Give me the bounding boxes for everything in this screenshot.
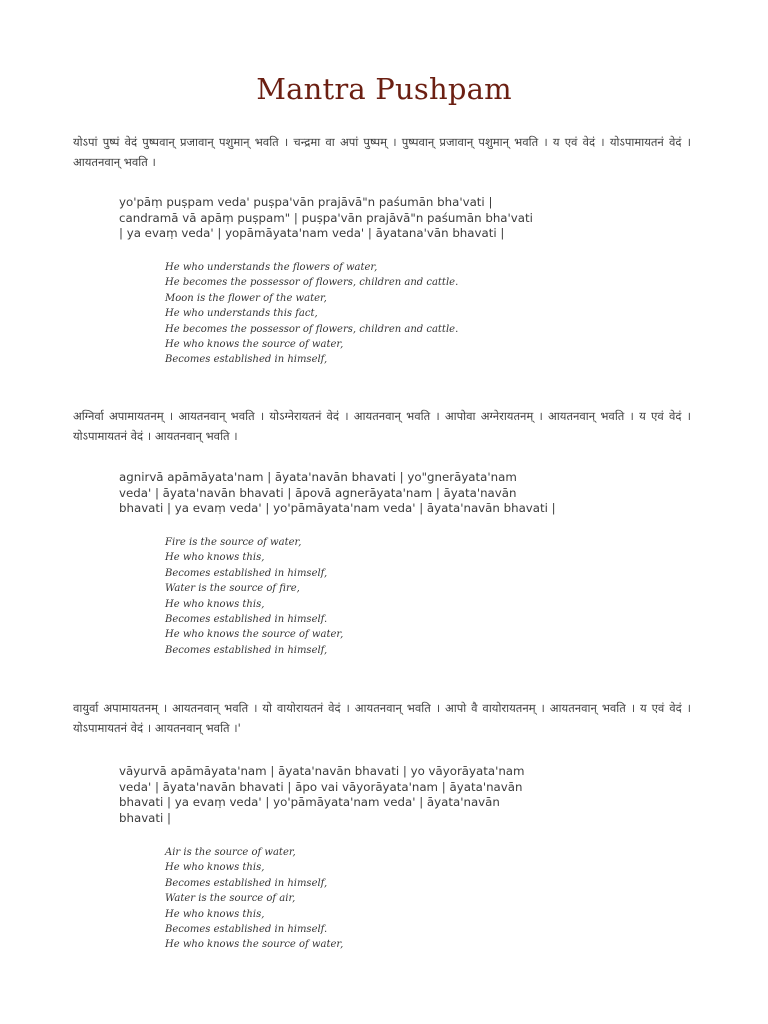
translation-line: Becomes established in himself, [165, 644, 328, 656]
translation-line: He who knows the source of water, [165, 629, 344, 641]
translation-1 [165, 260, 525, 368]
translation-line: He becomes the possessor of flowers, children and cattle. [165, 323, 459, 335]
sanskrit-verse-3: वायुर्वा अपामायतनम् । आयतनवान् भवति । यो वायोरायतनं वेदं । आयतनवान् भवति । आपो वै वायोरायतनम् । आयतनवान् भवति । य एवं वेदं । योऽपामायतनं वेदं । आयतनवान् भवति ।' [73, 701, 691, 735]
translation-line: He who knows this, [165, 598, 265, 610]
translation-line: Moon is the flower of the water, [165, 292, 327, 304]
translation-line: Becomes established in himself. [165, 924, 328, 936]
translation-line: Becomes established in himself, [165, 354, 328, 366]
translation-line: He who understands this fact, [165, 308, 318, 320]
sanskrit-verse-2: अग्निर्वा अपामायतनम् । आयतनवान् भवति । योऽग्नेरायतनं वेदं । आयतनवान् भवति । आपोवा अग्नेरायतनम् । आयतनवान् भवति । य एवं वेदं । योऽपामायतनं वेदं । आयतनवान् भवति । [73, 409, 691, 443]
page-title: Mantra Pushpam [256, 72, 512, 106]
translation-line: He who knows this, [165, 862, 265, 874]
transliteration-2: agnirvā apāmāyata'nam | āyata'navān bhavati | yo"gnerāyata'nam veda' | āyata'navān bhavati | āpovā agnerāyata'nam | āyata'navān bhavati | ya evaṃ veda' | yo'pāmāyata'nam veda' | āyata'navān bhavati | [119, 470, 556, 515]
translation-line: Becomes established in himself, [165, 567, 328, 579]
translation-line: Fire is the source of water, [165, 537, 302, 548]
translation-2 [165, 535, 525, 658]
transliteration-1: yo'pāṃ puṣpam veda' puṣpa'vān prajāvā"n paśumān bha'vati | candramā vā apāṃ puṣpam" | puṣpa'vān prajāvā"n paśumān bha'vati | ya evaṃ veda' | yopāmāyata'nam veda' | āyatana'vān bhavati | [119, 195, 533, 240]
translation-line: He who knows this, [165, 908, 265, 920]
sanskrit-verse-1: योऽपां पुष्पं वेदं पुष्पवान् प्रजावान् पशुमान् भवति । चन्द्रमा वा अपां पुष्पम् । पुष्पवान् प्रजावान् पशुमान् भवति । य एवं वेदं । योऽपामायतनं वेदं । आयतनवान् भवति । [73, 135, 691, 169]
translation-line: Water is the source of fire, [165, 583, 300, 595]
translation-line: Water is the source of air, [165, 893, 296, 905]
translation-3 [165, 845, 525, 953]
translation-line: Air is the source of water, [165, 847, 296, 858]
transliteration-3: vāyurvā apāmāyata'nam | āyata'navān bhavati | yo vāyorāyata'nam veda' | āyata'navān bhavati | āpo vai vāyorāyata'nam | āyata'navān bhavati | ya evaṃ veda' | yo'pāmāyata'nam veda' | āyata'navān bhavati | [119, 764, 525, 825]
translation-line: He who knows this, [165, 552, 265, 564]
translation-line: He who understands the flowers of water, [165, 262, 378, 273]
translation-line: Becomes established in himself. [165, 614, 328, 626]
translation-line: He who knows the source of water, [165, 939, 344, 951]
translation-line: He becomes the possessor of flowers, children and cattle. [165, 277, 459, 289]
translation-line: Becomes established in himself, [165, 877, 328, 889]
translation-line: He who knows the source of water, [165, 339, 344, 351]
